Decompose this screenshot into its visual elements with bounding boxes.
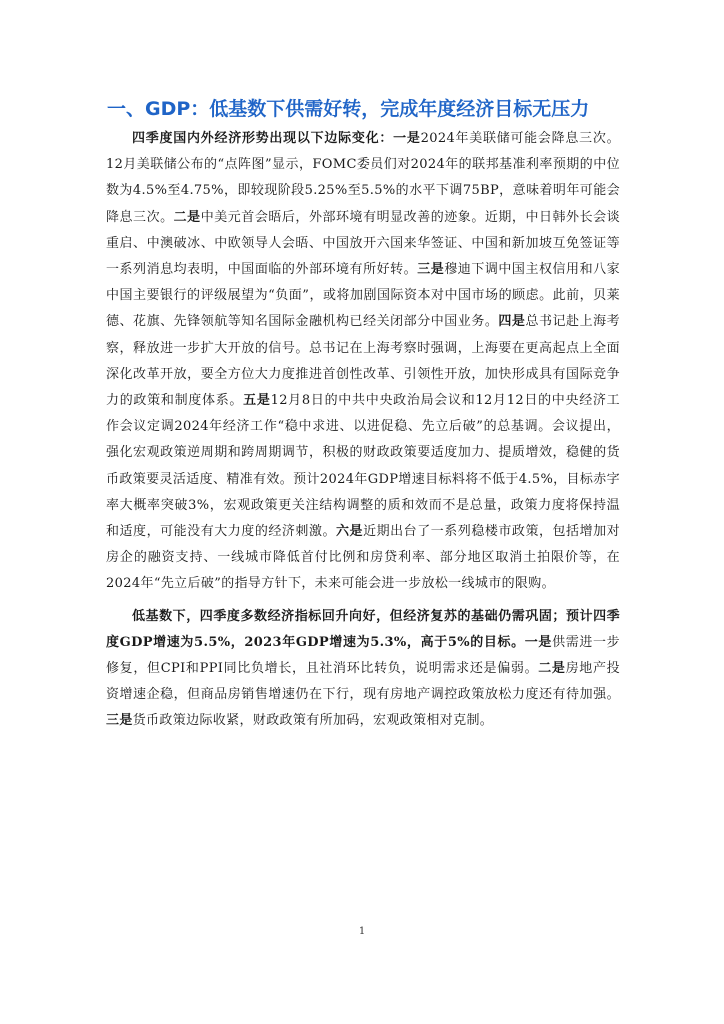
paragraph-domestic-foreign-changes [106,126,620,598]
bold-marker: 六是 [336,524,364,540]
bold-marker: 四是 [498,314,526,330]
bold-marker: 五是 [243,393,271,409]
page-number: 1 [358,926,366,937]
paragraph-gdp-forecast [106,604,620,735]
text-run: 总书记赴上海考察，释放进一步扩大开放的信号。总书记在上海考察时强调，上海要在更高起点上全面深化改革开放，要全方位大力度推进首创性改革、引领性开放，加快形成具有国际竞争力的政策和制度体系。 [106,314,621,409]
text-run: 2024年美联储可能会降息三次。12月美联储公布的“点阵图”显示，FOMC委员们对2024年的联邦基准利率预期的中位数为4.5%至4.75%，即较现阶段5.25%至5.5%的水平下调75BP，意味着明年可能会降息三次。 [106,131,620,225]
text-run: 近期出台了一系列稳楼市政策，包括增加对房企的融资支持、一线城市降低首付比例和房贷利率、部分地区取消土拍限价等，在2024年“先立后破”的指导方针下，未来可能会进一步放松一线城市的限购。 [106,524,620,592]
bold-marker: 三是 [106,713,133,729]
body-text [106,126,620,741]
bold-marker: 三是 [417,262,445,278]
bold-lead: 四季度国内外经济形势出现以下边际变化：一是 [132,131,421,146]
text-run: 货币政策边际收紧，财政政策有所加码，宏观政策相对克制。 [132,713,494,729]
bold-marker: 二是 [538,661,566,677]
section-heading: 一、GDP：低基数下供需好转，完成年度经济目标无压力 [107,98,590,120]
text-run: 12月8日的中共中央政治局会议和12月12日的中央经济工作会议定调2024年经济工作“稳中求进、以进促稳、先立后破”的总基调。会议提出，强化宏观政策逆周期和跨周期调节，积极的财政政策要适度加力、提质增效，稳健的货币政策要灵活适度、精准有效。预计2024年GDP增速目标料将不低于4.5%，目标赤字率大概率突破3%，宏观政策更关注结构调整的质和效而不是总量，政策力度将保持温和适度，可能没有大力度的经济刺激。 [106,393,620,540]
text-run: 穆迪下调中国主权信用和八家中国主要银行的评级展望为“负面”，或将加剧国际资本对中国市场的顾虑。此前，贝莱德、花旗、先锋领航等知名国际金融机构已经关闭部分中国业务。 [106,262,620,330]
bold-marker: 二是 [173,209,201,225]
bold-lead: 低基数下，四季度多数经济指标回升向好，但经济复苏的基础仍需巩固；预计四季度GDP增速为5.5%，2023年GDP增速为5.3%，高于5%的目标。一是 [106,608,620,650]
text-run: 中美元首会晤后，外部环境有明显改善的迹象。近期，中日韩外长会谈重启、中澳破冰、中欧领导人会晤、中国放开六国来华签证、中国和新加坡互免签证等一系列消息均表明，中国面临的外部环境有所好转。 [106,209,620,278]
text-run: 房地产投资增速企稳，但商品房销售增速仍在下行，现有房地产调控政策放松力度还有待加强。 [106,661,620,703]
text-run: 供需进一步修复，但CPI和PPI同比负增长，且社消环比转负，说明需求还是偏弱。 [106,634,620,677]
